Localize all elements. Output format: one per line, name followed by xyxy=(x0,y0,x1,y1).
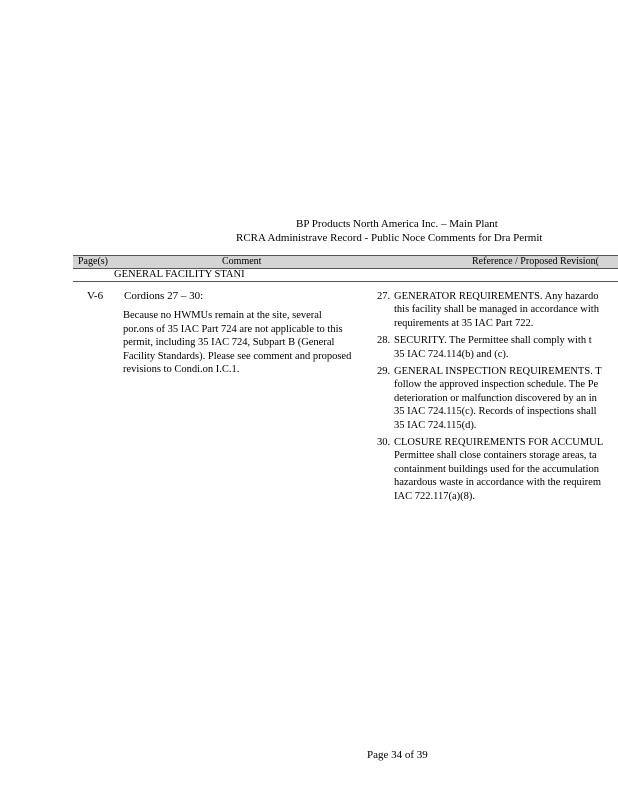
section-header xyxy=(73,268,618,282)
revision-item xyxy=(377,290,618,330)
revision-line: CLOSURE REQUIREMENTS FOR ACCUMUL xyxy=(394,437,604,449)
section-title: GENERAL FACILITY STANI xyxy=(114,269,245,280)
revision-item xyxy=(377,334,618,361)
revision-line: follow the approved inspection schedule. The Pe xyxy=(394,379,599,391)
comment-line: Facility Standards). Please see comment and proposed xyxy=(123,350,352,362)
revision-line: this facility shall be managed in accordance with xyxy=(394,304,599,316)
revision-number: 30. xyxy=(377,437,391,449)
revision-line: Permittee shall close containers storage areas, ta xyxy=(394,450,597,462)
comment-line: Because no HWMUs remain at the site, several xyxy=(123,310,322,321)
comment-line: permit, including 35 IAC 724, Subpart B (General xyxy=(123,337,335,349)
column-header-comment: Comment xyxy=(222,256,262,267)
revision-line: containment buildings used for the accumulation xyxy=(394,463,599,475)
revision-line: 35 IAC 724.115(c). Records of inspections shall xyxy=(394,406,597,418)
comment-line: revisions to Condi.on I.C.1. xyxy=(123,364,240,376)
revision-number: 27. xyxy=(377,291,391,302)
revision-item xyxy=(377,365,618,432)
comment-line: por.ons of 35 IAC Part 724 are not applicable to this xyxy=(123,323,343,335)
revision-line: GENERATOR REQUIREMENTS. Any hazardo xyxy=(394,291,599,302)
revision-number: 29. xyxy=(377,366,391,378)
page-reference: V-6 xyxy=(87,290,104,302)
revision-line: SECURITY. The Permittee shall comply with t xyxy=(394,335,592,347)
document-subtitle: RCRA Administrave Record - Public Noce Comments for Dra Permit xyxy=(236,232,543,244)
revision-line: 35 IAC 724.114(b) and (c). xyxy=(394,348,509,360)
comment-text xyxy=(123,309,375,377)
revision-line: 35 IAC 724.115(d). xyxy=(394,419,477,431)
conditions-title: Cordions 27 – 30: xyxy=(124,290,204,302)
revision-line: hazardous waste in accordance with the requirem xyxy=(394,477,601,489)
revision-item xyxy=(377,436,618,503)
revision-line: IAC 722.117(a)(8). xyxy=(394,490,475,502)
revision-line: GENERAL INSPECTION REQUIREMENTS. T xyxy=(394,366,602,378)
page-number: Page 34 of 39 xyxy=(367,749,428,761)
column-header-bar xyxy=(73,255,618,269)
column-header-pages: Page(s) xyxy=(78,256,108,267)
document-title: BP Products North America Inc. – Main Plant xyxy=(296,218,498,230)
proposed-revisions xyxy=(377,290,618,507)
revision-number: 28. xyxy=(377,335,391,347)
revision-line: requirements at 35 IAC Part 722. xyxy=(394,317,534,329)
revision-line: deterioration or malfunction discovered by an in xyxy=(394,392,597,404)
column-header-reference: Reference / Proposed Revision( xyxy=(472,256,599,267)
